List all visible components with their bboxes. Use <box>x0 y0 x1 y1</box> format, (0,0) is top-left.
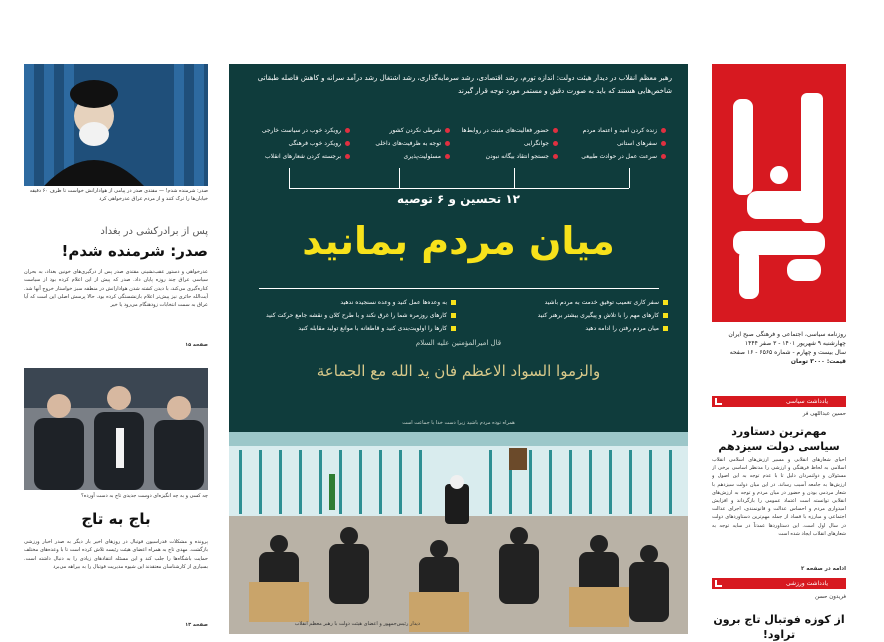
praise-item: جستجو انتقاد بیگانه نبودن <box>462 150 558 163</box>
connector-tick <box>399 168 400 188</box>
political-note-tag <box>712 396 846 407</box>
praise-item: حضور فعالیت‌های مثبت در روابط‌ها <box>462 124 558 137</box>
connector-tick <box>629 168 630 188</box>
advice-item: کارهای روزمره شما را غرق نکند و با طرح کلان و نقشه جامع حرکت کنید <box>266 309 456 322</box>
main-headline[interactable]: میان مردم بمانید <box>302 219 615 263</box>
editorial-author: حسین عبداللهی فر <box>802 411 846 417</box>
praise-item: سفرهای استانی <box>581 137 666 150</box>
issue-price: قیمت: ۳۰۰۰ تومان <box>790 358 846 365</box>
note-arrow-icon <box>715 398 722 405</box>
calligraphy-attribution: قال امیرالمؤمنین علیه السلام <box>415 339 502 347</box>
issue-meta <box>712 330 846 366</box>
connector-tick <box>289 168 290 188</box>
sport-body: پرونده و مشکلات فدراسیون فوتبال در روزهای اخیر بار دیگر به صدر اخبار ورزشی بازگشت. مهدی تاج به همراه اعضای هیئت رئیسه تلاش کرده است تا با وعده‌های مختلف حمایت باشگاه‌ها را جلب کند و این مسئله انتقادهای زیادی را به دنبال داشته است. بسیاری از کارشناسان معتقدند این شیوه مدیریت فوتبال را به بیراهه می‌برد <box>24 539 208 570</box>
editorial-continued[interactable]: ادامه در صفحه ۲ <box>801 566 846 572</box>
sadr-continued[interactable]: صفحه ۱۵ <box>185 342 208 348</box>
praise-column-3 <box>375 124 450 163</box>
advice-column-2 <box>266 296 456 335</box>
connector-line <box>289 188 629 189</box>
sadr-kicker: پس از برادرکشی در بغداد <box>100 226 208 237</box>
advice-item: سفر کاری تعمیب توفیق خدمت به مردم باشید <box>538 296 668 309</box>
calligraphy-translation: همراه توده مردم باشید زیرا دست خدا با جماعت است <box>402 420 515 426</box>
paper-description: روزنامه سیاسی، اجتماعی و فرهنگی صبح ایران <box>728 331 846 338</box>
lead-text[interactable]: رهبر معظم انقلاب در دیدار هیئت دولت: اندازه تورم، رشد اقتصادی، رشد سرمایه‌گذاری، رشد اشتغال رشد درآمد سرانه و کاهش فاصله طبقاتی شاخص‌هایی هستند که باید به صورت دقیق و مستمر مورد توجه قرار گیرند <box>257 74 672 95</box>
calligraphy-quote: والزموا السواد الاعظم فان ید الله مع الجماعة <box>316 362 601 380</box>
masthead-column <box>710 64 848 641</box>
advice-item: میان مردم رفتن را ادامه دهید <box>538 322 668 335</box>
issue-date: چهارشنبه ۹ شهریور ۱۴۰۱ - ۳ صفر ۱۴۴۴ <box>744 340 846 347</box>
praise-item: زنده کردن امید و اعتماد مردم <box>581 124 666 137</box>
sadr-photo-image <box>24 64 208 186</box>
left-column <box>24 64 208 634</box>
sport-note-tag-label: یادداشت ورزشی <box>785 580 828 587</box>
sadr-photo[interactable] <box>24 64 208 186</box>
praise-item: سرعت عمل در حوادث طبیعی <box>581 150 666 163</box>
editorial-headline[interactable]: مهم‌ترین دستاورد سیاسی دولت سیزدهم <box>718 425 840 453</box>
praise-item: جوانگرایی <box>462 137 558 150</box>
sport-note-headline[interactable]: از کوزه فوتبال تاج برون تراود! <box>713 613 845 641</box>
note-arrow-icon <box>715 580 722 587</box>
praise-item: برجسته کردن شعارهای انقلاب <box>262 150 350 163</box>
advice-item: به وعده‌ها عمل کنید و وعده نسنجیده ندهید <box>266 296 456 309</box>
issue-number: سال بیست و چهارم - شماره ۶۵۶۵ - ۱۶ صفحه <box>729 349 846 356</box>
connector-tick <box>514 168 515 188</box>
advice-item: کارهای مهم را با تلاش و پیگیری بیشتر برهنر کنید <box>538 309 668 322</box>
logo-lettering-icon <box>717 73 841 313</box>
taj-photo[interactable] <box>24 368 208 490</box>
sport-headline[interactable]: باج به تاج <box>81 510 151 528</box>
newspaper-logo[interactable] <box>712 64 846 322</box>
sadr-body: عذرخواهی و دستور عقب‌نشینی مقتدی صدر پس از درگیری‌های خونین بغداد، به بحران سیاسی عراق چند روزه پایان داد. صدر که پیش از این اعلام کرده بود از سیاست کناره‌گیری می‌کند، با دیدن کشته شدن هوادارانش در منطقه سبز خواستار خروج آنها شد. آیت‌الله حائری نیز پیش‌تر اعلام بازنشستگی کرده بود. حالا پرسش اصلی این است که آیا عراق به سمت انتخابات زودهنگام می‌رود یا خیر <box>24 269 208 309</box>
sadr-headline[interactable]: صدر: شرمنده شدم! <box>61 242 208 260</box>
political-note-tag-label: یادداشت سیاسی <box>785 398 828 405</box>
main-story <box>229 64 688 634</box>
praise-column-4 <box>262 124 350 163</box>
editorial-body: احیای شعارهای انقلابی و مسیر ارزش‌های اسلامی انقلاب اسلامی به لحاظ فرهنگی و ارزشی را مدنظر اساسی برخی از مسئولان و دولتمردان دلیل تا با عدم توجه به این اصول و ارزش‌ها به جامعه آسیب رساند. در این میان دولت سیزدهم با شعار مردمی بودن و حضور در میان مردم و توجه به ارزش‌های انقلابی توانسته است اعتماد عمومی را بازگرداند و افزایش امیدواری مردم و احساس عدالت و قانونمندی، اجرای عدالت اجتماعی و مبارزه با فساد از جمله مهم‌ترین دستاوردهای دولت در سال اول است. این دستاوردها عمدتاً در سایه توجه به شعارهای انقلاب ایجاد شده است <box>712 457 846 537</box>
advice-item: کارها را اولویت‌بندی کنید و قاطعانه با موانع تولید مقابله کنید <box>266 322 456 335</box>
praise-item: شرطی نکردن کشور <box>375 124 450 137</box>
praise-item: توجه به ظرفیت‌های داخلی <box>375 137 450 150</box>
logo-text <box>712 64 713 65</box>
praise-item: رویکرد خوب فرهنگی <box>262 137 350 150</box>
praise-item: رویکرد خوب در سیاست خارجی <box>262 124 350 137</box>
meeting-photo[interactable] <box>229 432 688 634</box>
photo-credit: دیدار رئیس‌جمهور و اعضای هیئت دولت با رهبر معظم انقلاب <box>294 621 420 627</box>
taj-photo-image <box>24 368 208 490</box>
sport-note-tag <box>712 578 846 589</box>
sport-continued[interactable]: صفحه ۱۳ <box>185 622 208 628</box>
sport-note-author: فریدون حسن <box>814 594 846 600</box>
advice-connector-line <box>259 288 659 289</box>
praise-column-2 <box>462 124 558 163</box>
subheadline: ۱۲ تحسین و ۶ توصیه <box>396 192 521 206</box>
taj-photo-caption: چه کسی و به چه انگیزه‌ای دوست جدیدی تاج به دست آورده؟ <box>81 493 208 499</box>
praise-item: مسئولیت‌پذیری <box>375 150 450 163</box>
praise-column-1 <box>581 124 666 163</box>
sadr-photo-caption: صدر: شرمنده شدم! — مقتدی صدر در پیامی از هوادارانش خواست تا ظرف ۶۰ دقیقه خیابان‌ها را ترک کنند و از مردم عراق عذرخواهی کرد <box>29 188 208 202</box>
meeting-photo-image <box>229 432 688 634</box>
advice-column-1 <box>538 296 668 335</box>
